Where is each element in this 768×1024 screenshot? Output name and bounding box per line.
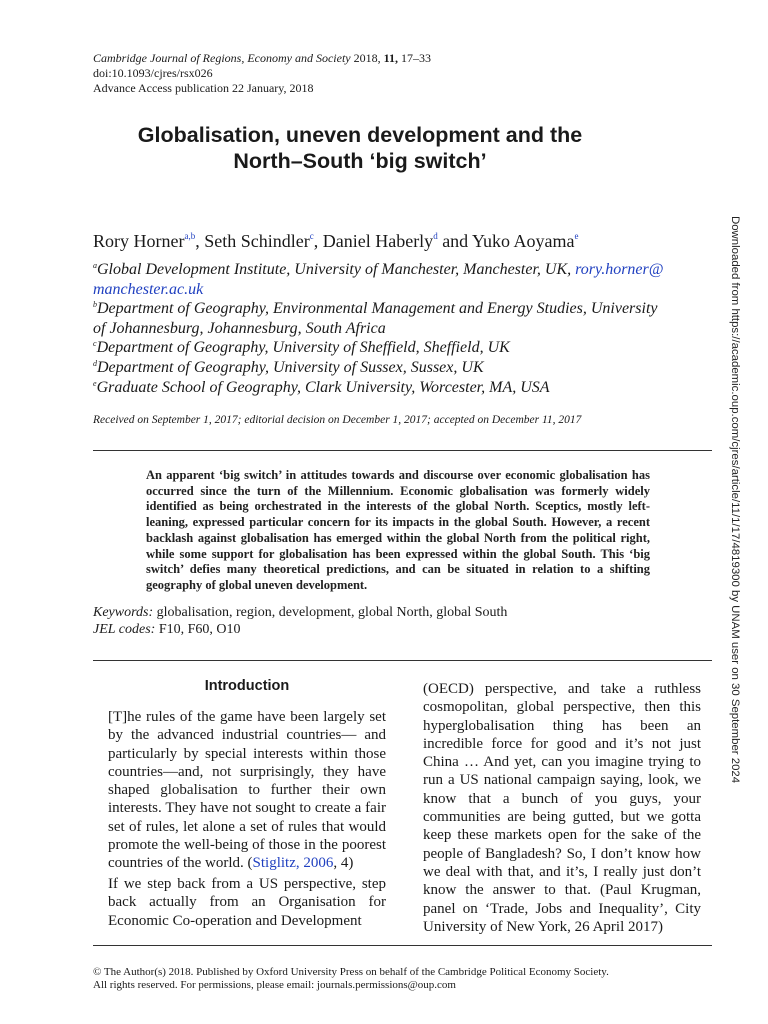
copyright-footer xyxy=(93,966,609,991)
citation-link[interactable]: Stiglitz, 2006 xyxy=(252,855,334,872)
author-affiliation-link[interactable]: e xyxy=(574,231,579,241)
keywords: Keywords: globalisation, region, development, global North, global South xyxy=(93,605,508,620)
author-name: Daniel Haberly xyxy=(322,231,434,251)
title-line-2: North–South ‘big switch’ xyxy=(233,149,487,173)
copyright-line: © The Author(s) 2018. Published by Oxford University Press on behalf of the Cambridge Political Economy Society. xyxy=(93,966,609,978)
author-affiliation-link[interactable]: a,b xyxy=(184,231,196,241)
received-dates: Received on September 1, 2017; editorial decision on December 1, 2017; accepted on December 11, 2017 xyxy=(93,414,582,426)
abstract: An apparent ‘big switch’ in attitudes towards and discourse over economic globalisation has occurred since the turn of the Millennium. Economic globalisation was formerly widely identified as being orchestrated in the interests of the global North. Sceptics, mostly left-leaning, expressed particular concern for its impacts in the global South. However, a recent backlash against globalisation has emerged within the global North from the political right, while some support for globalisation has been expressed within the global South. This ‘big switch’ defies many theoretical predictions, and can be situated in relation to a shifting geography of global uneven development. xyxy=(146,468,650,592)
author-name: Seth Schindler xyxy=(204,231,310,251)
journal-header xyxy=(93,51,431,96)
divider xyxy=(93,450,712,451)
affiliation-b-cont: of Johannesburg, Johannesburg, South Africa xyxy=(93,319,386,337)
affiliation-a-cont xyxy=(93,280,698,300)
author-name: Yuko Aoyama xyxy=(472,231,575,251)
author-separator: and xyxy=(437,231,473,251)
title-line-1: Globalisation, uneven development and the xyxy=(137,123,583,147)
advance-access: Advance Access publication 22 January, 2018 xyxy=(93,81,314,95)
affiliation-d: $^d$Department of Geography, University of Sussex, Sussex, UK xyxy=(93,358,484,376)
author-name: Rory Horner xyxy=(93,231,185,251)
affiliations xyxy=(93,260,698,397)
author-affiliation-link[interactable]: d xyxy=(433,231,438,241)
affiliation-a: $^a$Global Development Institute, University of Manchester, Manchester, UK, rory.horner@ xyxy=(93,261,664,278)
email-link-cont[interactable]: manchester.ac.uk xyxy=(93,280,204,298)
affiliation-c: $^c$Department of Geography, University of Sheffield, Sheffield, UK xyxy=(93,339,510,357)
affiliation-b: $^b$Department of Geography, Environmental Management and Energy Studies, University xyxy=(93,300,658,318)
author-separator: , xyxy=(313,231,323,251)
quote-krugman-continued: (OECD) perspective, and take a ruthless cosmopolitan, global perspective, then this hyperglobalisation thing has been an incredible force for good and it’s not just China … And yet, can you imagine trying to run a US national campaign saying, look, we know that a bunch of you guys, your communities are being gutted, but we gotta keep these markets open for the sake of the people of Bangladesh? So, I don’t know how we deal with that, and it’s, I really just don’t know the answer to that. (Paul Krugman, panel on ‘Trade, Jobs and Inequality’, City University of New York, 26 April 2017) xyxy=(423,681,701,935)
journal-pages: 17–33 xyxy=(400,51,431,65)
divider xyxy=(93,945,712,946)
keywords-block xyxy=(93,604,507,638)
quote-stiglitz: [T]he rules of the game have been largely set by the advanced industrial countries— and particularly by special interests within those countries—and, not surprisingly, they have shaped globalisation to further their own interests. They have not sought to create a fair set of rules, let alone a set of rules that would promote the well-being of those in the poorest countries of the world. (Stiglitz, 2006, 4) xyxy=(108,709,386,872)
divider xyxy=(93,660,712,661)
email-link[interactable]: rory.horner@ xyxy=(575,261,664,278)
jel-codes: JEL codes: F10, F60, O10 xyxy=(93,622,241,637)
doi: doi:10.1093/cjres/rsx026 xyxy=(93,66,213,80)
affiliation-e: $^e$Graduate School of Geography, Clark University, Worcester, MA, USA xyxy=(93,378,550,396)
section-heading-introduction: Introduction xyxy=(204,678,290,694)
author-affiliation-link[interactable]: c xyxy=(309,231,314,241)
journal-year: 2018, xyxy=(353,51,381,65)
permissions-line: All rights reserved. For permissions, please email: journals.permissions@oup.com xyxy=(93,978,456,991)
journal-volume: 11, xyxy=(383,51,398,65)
quote-krugman-start: If we step back from a US perspective, step back actually from an Organisation for Economic Co-operation and Development xyxy=(108,876,386,929)
article-title xyxy=(60,122,660,174)
download-watermark: Downloaded from https://academic.oup.com/cjres/article/11/1/17/4819300 by UNAM user on 30 September 2024 xyxy=(729,216,741,784)
author-separator: , xyxy=(195,231,205,251)
author-list xyxy=(93,229,579,253)
journal-name: Cambridge Journal of Regions, Economy and Society xyxy=(93,51,351,65)
